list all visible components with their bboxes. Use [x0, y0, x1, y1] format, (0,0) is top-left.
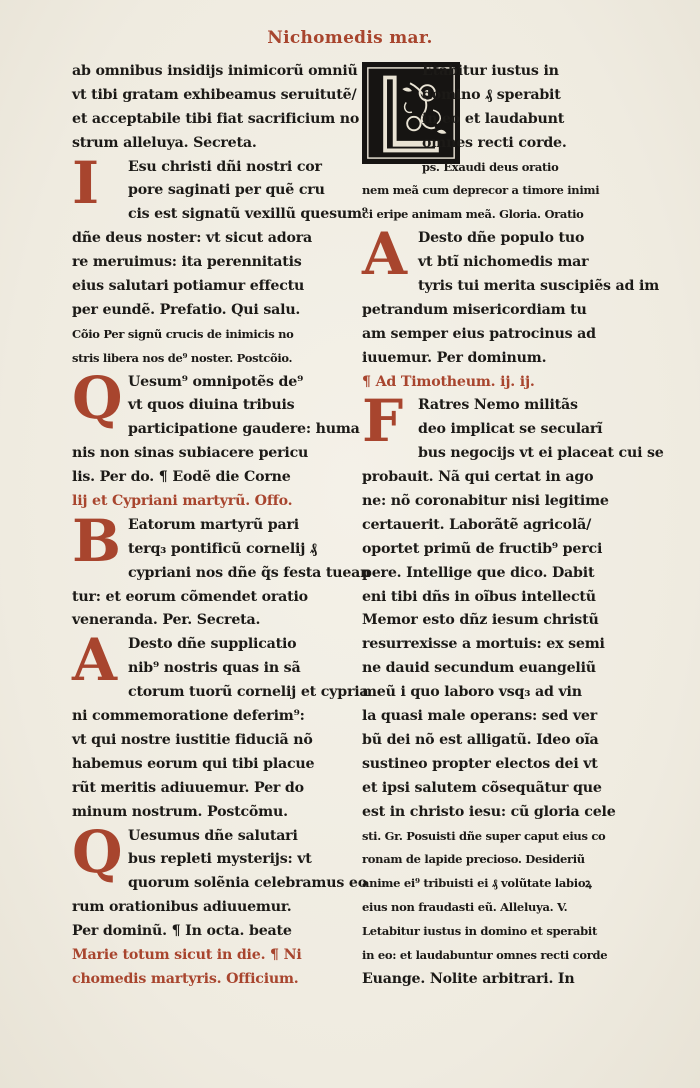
- paragraph-3: [72, 363, 360, 514]
- text-line: Eatorum martyrũ pari: [128, 516, 299, 533]
- text-line: Euange. Nolite arbitrari. In: [362, 970, 575, 987]
- drop-initial: A: [362, 220, 407, 289]
- text-line: pore saginati per quẽ cru: [128, 182, 325, 199]
- drop-initial: A: [72, 626, 117, 695]
- paragraph-1: [72, 148, 368, 323]
- text-line: nis non sinas subiacere pericu: [72, 445, 309, 462]
- text-line: ni commemoratione deferim⁹:: [72, 708, 305, 725]
- text-line: resurrexisse a mortuis: ex semi: [362, 636, 605, 653]
- text-line: la quasi male operans: sed ver: [362, 708, 598, 725]
- text-line: in eo et laudabunt: [422, 110, 565, 127]
- text-line: ci eripe animam meã. Gloria. Oratio: [362, 207, 584, 222]
- text-line: ronam de lapide precioso. Desideriũ: [362, 852, 585, 867]
- text-line: rum orationibus adiuuemur.: [72, 899, 292, 916]
- text-line: Desto dñe populo tuo: [418, 230, 585, 247]
- text-line: strum alleluya. Secreta.: [72, 134, 257, 151]
- text-line: stris libera nos de⁹ noster. Postcõio.: [72, 350, 293, 365]
- text-line: certauerit. Laborãtẽ agricolã/: [362, 516, 592, 533]
- text-line: Ratres Nemo militãs: [418, 397, 578, 414]
- text-line: Desto dñe supplicatio: [128, 636, 297, 653]
- text-line: eius salutari potiamur effectu: [72, 278, 305, 295]
- text-line: nem meã cum deprecor a timore inimi: [362, 183, 600, 198]
- text-line: tur: et eorum cõmendet oratio: [72, 588, 308, 605]
- paragraph-6: [72, 817, 367, 992]
- text-line: participatione gaudere: huma: [128, 421, 360, 438]
- text-line: Uesumus dñe salutari: [128, 827, 298, 844]
- text-line: Memor esto dñz iesum christũ: [362, 612, 599, 629]
- text-line: est in christo iesu: cũ gloria cele: [362, 803, 616, 820]
- text-line: petrandum misericordiam tu: [362, 301, 587, 318]
- text-line: Etabitur iustus in: [422, 63, 559, 79]
- text-line: sustineo propter electos dei vt: [362, 755, 598, 772]
- paragraph-4: [72, 506, 371, 633]
- text-line: dñe deus noster: vt sicut adora: [72, 230, 312, 247]
- text-line: ne dauid secundum euangeliũ: [362, 660, 596, 677]
- text-line: vt qui nostre iustitie fiduciã nõ: [72, 731, 313, 748]
- paragraph-introit: [362, 60, 634, 227]
- text-line: cypriani nos dñe q̃s festa tuean: [128, 564, 371, 581]
- text-line: deo implicat se secularĩ: [418, 421, 603, 438]
- drop-initial: I: [72, 148, 99, 217]
- text-line: eius non fraudasti eũ. Alleluya. V.: [362, 900, 568, 915]
- text-line: quorum solẽnia celebramus eo: [128, 875, 367, 892]
- text-line: domino ₰ sperabit: [422, 86, 561, 103]
- text-line: Cõio Per signũ crucis de inimicis no: [72, 326, 294, 341]
- text-line: tyris tui merita suscipiẽs ad im: [418, 278, 660, 295]
- paragraph-5: [72, 626, 369, 824]
- drop-initial: B: [72, 506, 121, 575]
- left-column: [72, 60, 371, 992]
- text-line: rũt meritis adiuuemur. Per do: [72, 779, 304, 796]
- text-line: lis. Per do. ¶ Eodẽ die Corne: [72, 469, 291, 486]
- text-line: et acceptabile tibi fiat sacrificium no: [72, 110, 360, 127]
- drop-initial: Q: [72, 817, 123, 886]
- text-line: omnes recti corde.: [422, 134, 567, 151]
- text-line: per eundẽ. Prefatio. Qui salu.: [72, 301, 301, 318]
- drop-initial: F: [362, 387, 403, 456]
- rubric-line: ¶ Ad Timotheum. ij. ij.: [362, 373, 535, 390]
- text-line: iuuemur. Per dominum.: [362, 349, 547, 366]
- text-line: cis est signatũ vexillũ quesum⁹: [128, 206, 368, 223]
- text-line: ps. Exaudi deus oratio: [422, 159, 559, 174]
- paragraph-epistle: [362, 387, 664, 991]
- text-line: bũ dei nõ est alligatũ. Ideo oĩa: [362, 731, 599, 748]
- text-line: pere. Intellige que dico. Dabit: [362, 564, 595, 581]
- text-line: bus negocijs vt ei placeat cui se: [418, 445, 664, 462]
- text-line: terq₃ pontificũ cornelij ₰: [128, 540, 317, 557]
- rubric-line: chomedis martyris. Officium.: [72, 970, 299, 987]
- text-line: am semper eius patrocinus ad: [362, 325, 596, 342]
- text-line: eni tibi dñs in oĩbus intellectũ: [362, 588, 596, 605]
- text-line: minum nostrum. Postcõmu.: [72, 803, 288, 820]
- text-line: et ipsi salutem cõsequãtur que: [362, 779, 602, 796]
- right-column: [362, 60, 664, 992]
- text-line: Letabitur iustus in domino et sperabit: [362, 924, 597, 939]
- text-line: vt tibi gratam exhibeamus seruitutẽ/: [72, 86, 357, 103]
- rubric-line: Marie totum sicut in die. ¶ Ni: [72, 946, 302, 963]
- text-line: oportet primũ de fructib⁹ perci: [362, 540, 603, 557]
- drop-initial: Q: [72, 363, 123, 432]
- text-line: re meruimus: ita perennitatis: [72, 254, 302, 271]
- text-line: nib⁹ nostris quas in sã: [128, 660, 301, 677]
- text-line: habemus eorum qui tibi placue: [72, 755, 315, 772]
- running-head: Nichomedis mar.: [267, 28, 433, 48]
- text-line: sti. Gr. Posuisti dñe super caput eius co: [362, 828, 606, 843]
- text-line: bus repleti mysterijs: vt: [128, 851, 312, 868]
- text-line: Per dominũ. ¶ In octa. beate: [72, 923, 292, 940]
- text-line: vt btĩ nichomedis mar: [418, 254, 589, 271]
- text-line: Uesum⁹ omnipotẽs de⁹: [128, 373, 304, 390]
- text-line: ctorum tuorũ cornelij et cypria: [128, 684, 369, 701]
- text-line: vt quos diuina tribuis: [128, 397, 295, 414]
- text-line: anime ei⁹ tribuisti ei ₰ volũtate labioꝝ: [362, 876, 592, 891]
- text-line: Esu christi dñi nostri cor: [128, 158, 322, 175]
- text-line: probauit. Nã qui certat in ago: [362, 469, 594, 486]
- rubric-line: lij et Cypriani martyrũ. Offo.: [72, 493, 293, 510]
- text-line: ne: nõ coronabitur nisi legitime: [362, 493, 609, 510]
- paragraph-collect: [362, 220, 660, 394]
- text-line: in eo: et laudabuntur omnes recti corde: [362, 947, 608, 962]
- text-line: ab omnibus insidijs inimicorũ omniũ: [72, 63, 358, 79]
- text-line: meũ i quo laboro vsq₃ ad vin: [362, 684, 582, 701]
- text-line: veneranda. Per. Secreta.: [72, 612, 261, 629]
